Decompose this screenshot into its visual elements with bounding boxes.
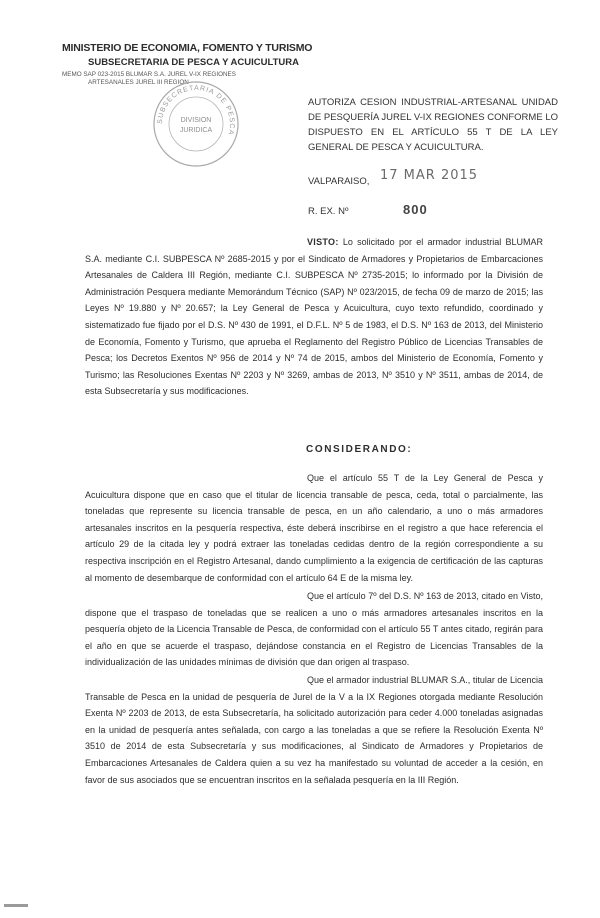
memo-reference-cont: ARTESANALES JUREL III REGION	[88, 79, 189, 86]
considerando-paragraph-1	[85, 470, 543, 586]
considerando-paragraph-2	[85, 588, 543, 671]
resolution-number-label: R. EX. Nº	[308, 206, 349, 217]
visto-text: Lo solicitado por el armador industrial BLUMAR S.A. mediante C.I. SUBPESCA Nº 2685-2015 y por el Sindicato de Armadores y Propietarios de Embarcaciones Artesanales de Caldera III Región, mediante C.I. SUBPESCA Nº 2735-2015; lo informado por la División de Administración Pesquera mediante Memorándum Técnico (SAP) Nº 023/2015, de fecha 09 de marzo de 2015; las Leyes Nº 19.880 y Nº 20.657; la Ley General de Pesca y Acuicultura, cuyo texto refundido, coordinado y sistematizado fue fijado por el D.S. Nº 430 de 1991, el D.F.L. Nº 5 de 1983, el D.S. Nº 163 de 2013, del Ministerio de Economía, Fomento y Turismo, que aprueba el Reglamento del Registro Público de Licencias Transables de Pesca; los Decretos Exentos Nº 956 de 2014 y Nº 74 de 2015, ambos del Ministerio de Economía, Fomento y Turismo; las Resoluciones Exentas Nº 2203 y Nº 3269, ambas de 2013, Nº 3510 y Nº 3511, ambas de 2014, de esta Subsecretaría y sus modificaciones.	[85, 237, 543, 397]
considerando-paragraph-3	[85, 672, 543, 788]
place-label: VALPARAISO,	[308, 176, 370, 187]
official-stamp	[150, 78, 242, 170]
stamp-center-line2: JURIDICA	[179, 127, 213, 134]
considerando-heading: CONSIDERANDO:	[306, 444, 413, 455]
subsecretaria-name: SUBSECRETARIA DE PESCA Y ACUICULTURA	[88, 57, 299, 68]
considerando-text: Que el armador industrial BLUMAR S.A., titular de Licencia Transable de Pesca en la unidad de pesquería de Jurel de la V a la IX Regiones otorgada mediante Resolución Exenta Nº 2203 de 2013, de esta Subsecretaría, ha solicitado autorización para ceder 4.000 toneladas asignadas en la unidad de pesquería antes señalada, con cargo a las toneladas a que se refiere la Resolución Exenta Nº 3510 de 2014 de esta Subsecretaría y sus modificaciones, al Sindicato de Armadores y Propietarios de Embarcaciones Artesanales de Caldera quien a su vez ha manifestado su voluntad de acceder a la cesión, en favor de sus asociados que se encuentran inscritos en la señalada pesquería en la III Región.	[85, 675, 543, 785]
handwritten-date: 17 MAR 2015	[380, 168, 479, 183]
scan-edge-mark	[4, 904, 28, 907]
resolution-title: AUTORIZA CESION INDUSTRIAL-ARTESANAL UNIDAD DE PESQUERÍA JUREL V-IX REGIONES CONFORME LO DISPUESTO EN EL ARTÍCULO 55 T DE LA LEY GENERAL DE PESCA Y ACUICULTURA.	[308, 97, 558, 153]
resolution-number: 800	[403, 202, 428, 217]
stamp-ring-text: SUBSECRETARIA DE PESCA	[156, 84, 236, 137]
visto-label: VISTO:	[307, 237, 339, 247]
memo-reference: MEMO SAP 023-2015 BLUMAR S.A. JUREL V-IX REGIONES	[62, 71, 236, 78]
stamp-center-line1: DIVISION	[180, 117, 212, 124]
considerando-text: Que el artículo 55 T de la Ley General de Pesca y Acuicultura dispone que en caso que el titular de licencia transable de pesca, ceda, total o parcialmente, las toneladas que represente su licencia transable de pesca, en un año calendario, a uno o más armadores artesanales inscritos en la pesquería respectiva, éste deberá inscribirse en el registro a que hace referencia el artículo 29 de la citada ley y podrá extraer las toneladas cedidas dentro de la región correspondiente a su respectiva inscripción en el Registro Artesanal, dando cumplimiento a la exigencia de certificación de las capturas al momento de desembarque de conformidad con el artículo 64 E de la misma ley.	[85, 473, 543, 583]
ministry-name: MINISTERIO DE ECONOMIA, FOMENTO Y TURISMO	[62, 42, 313, 54]
considerando-text: Que el artículo 7º del D.S. Nº 163 de 2013, citado en Visto, dispone que el traspaso de toneladas que se realicen a uno o más armadores artesanales inscritos en la pesquería objeto de la Licencia Transable de Pesca, de conformidad con el artículo 55 T antes citado, regirán para el año en que se acuerde el traspaso, dejándose constancia en el Registro de Licencias Transables de la individualización de las unidades mínimas de división que dan origen al traspaso.	[85, 591, 543, 668]
visto-paragraph	[85, 234, 543, 400]
